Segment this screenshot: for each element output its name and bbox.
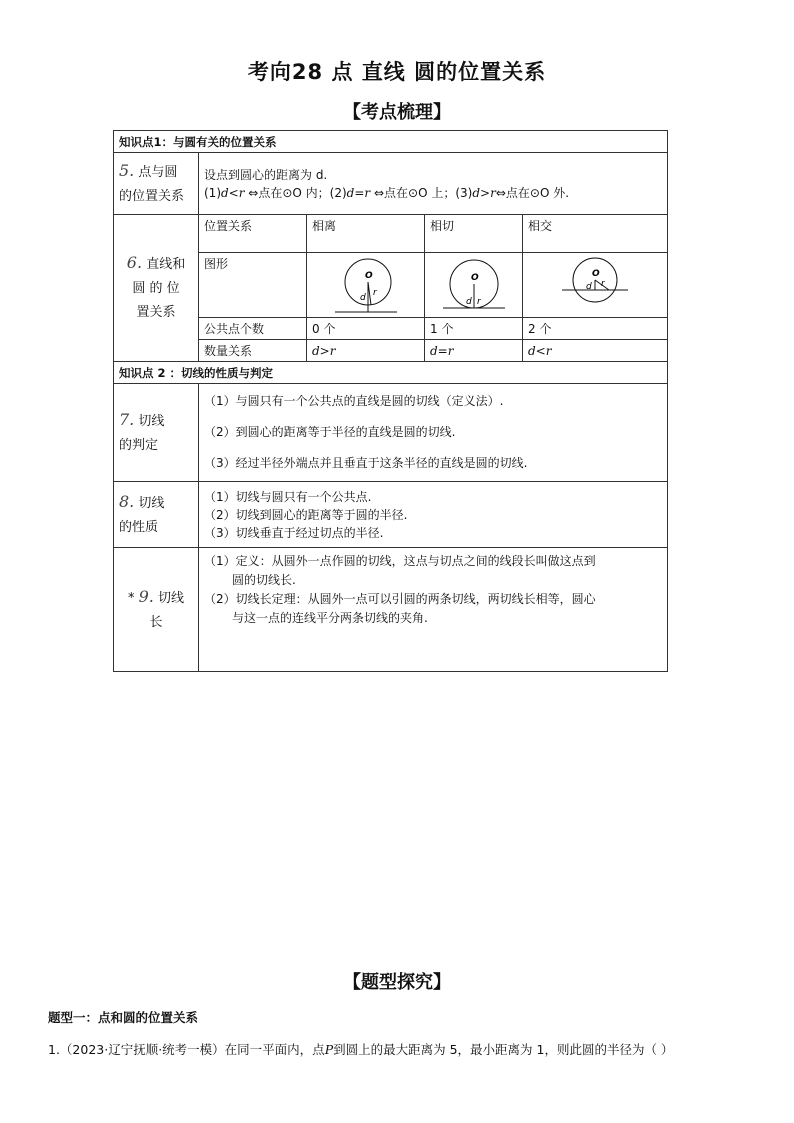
- row7-content: [199, 384, 668, 482]
- figure-intersect: [523, 253, 668, 318]
- knowledge-table: [113, 130, 668, 672]
- row8-item3: （3）切线垂直于经过切点的半径.: [204, 525, 384, 540]
- row9-label-a: 切线: [153, 590, 185, 606]
- row9-item1b: 圆的切线长.: [232, 573, 296, 587]
- kp1-header: 知识点1：与圆有关的位置关系: [114, 131, 668, 153]
- row5-l2b: d<r: [221, 185, 245, 200]
- question-1: [48, 1040, 673, 1058]
- fig1-o: O: [364, 271, 373, 281]
- page-title: 考向28 点 直线 圆的位置关系: [247, 60, 547, 84]
- kp2-header: 知识点 2 ：切线的性质与判定: [114, 362, 668, 384]
- row6-relation-intersect: d<r: [523, 340, 668, 362]
- row6-label: [114, 215, 199, 362]
- fig3-r: r: [601, 279, 605, 289]
- row9-item2a: （2）切线长定理：从圆外一点可以引圆的两条切线，两切线长相等，圆心: [204, 592, 596, 606]
- row8-label-b: 的性质: [119, 519, 159, 535]
- figure-separate-svg: [331, 255, 401, 315]
- row6-number: 6.: [126, 253, 143, 272]
- row5-content: [199, 153, 668, 215]
- section-heading-review: 【考点梳理】: [343, 102, 451, 123]
- figure-tangent-svg: [439, 255, 509, 315]
- row6-count-intersect: 2 个: [523, 318, 668, 340]
- fig3-d: d: [586, 282, 592, 292]
- row7-item1: （1）与圆只有一个公共点的直线是圆的切线（定义法）.: [204, 394, 504, 408]
- row6-relation-label: 数量关系: [199, 340, 307, 362]
- figure-separate: [307, 253, 425, 318]
- row9-item1a: （1）定义：从圆外一点作圆的切线，这点与切点之间的线段长叫做这点到: [204, 554, 596, 568]
- row6-count-label: 公共点个数: [199, 318, 307, 340]
- row8-label: [114, 482, 199, 548]
- fig3-o: O: [592, 269, 600, 279]
- row8-number: 8.: [119, 491, 135, 511]
- question-1-p: P: [324, 1042, 334, 1057]
- row7-item3: （3）经过半径外端点并且垂直于这条半径的直线是圆的切线.: [204, 456, 528, 470]
- row5-l2e: ⇔点在⊙O 上；(3): [370, 185, 473, 200]
- row6-header-separate: 相离: [307, 215, 425, 253]
- row9-label: [114, 548, 199, 672]
- row5-label-a: 点与圆: [134, 164, 178, 180]
- row5-l2d: d=r: [346, 185, 371, 200]
- row9-item2b: 与这一点的连线平分两条切线的夹角.: [232, 611, 428, 625]
- row6-header-intersect: 相交: [523, 215, 668, 253]
- row6-label-c: 置关系: [136, 305, 176, 320]
- question-type-heading: 题型一：点和圆的位置关系: [48, 1010, 199, 1025]
- fig2-r: r: [476, 297, 481, 307]
- fig1-r: r: [372, 288, 377, 298]
- row5-l2c: ⇔点在⊙O 内；(2): [244, 185, 347, 200]
- row6-header-tangent: 相切: [425, 215, 523, 253]
- row6-relation-separate: d>r: [307, 340, 425, 362]
- figure-tangent: [425, 253, 523, 318]
- fig2-d: d: [465, 297, 472, 307]
- row7-item2: （2）到圆心的距离等于半径的直线是圆的切线.: [204, 425, 456, 439]
- row5-l2a: (1): [204, 185, 221, 200]
- fig2-o: O: [470, 273, 479, 283]
- row6-header-position: 位置关系: [199, 215, 307, 253]
- row8-label-a: 切线: [134, 495, 165, 511]
- row6-label-b: 圆 的 位: [132, 281, 180, 296]
- row5-number: 5.: [119, 160, 135, 180]
- row8-item2: （2）切线到圆心的距离等于圆的半径.: [204, 507, 408, 522]
- row9-number: 9.: [138, 586, 154, 606]
- question-1-a: 1.（2023·辽宁抚顺·统考一模）在同一平面内，点: [48, 1042, 325, 1057]
- row8-item1: （1）切线与圆只有一个公共点.: [204, 489, 372, 504]
- row9-star: *: [127, 590, 139, 606]
- row8-content: [199, 482, 668, 548]
- question-1-b: 到圆上的最大距离为 5，最小距离为 1，则此圆的半径为（ ）: [333, 1042, 674, 1057]
- row6-count-tangent: 1 个: [425, 318, 523, 340]
- row7-number: 7.: [119, 409, 135, 429]
- figure-intersect-svg: [560, 255, 630, 315]
- section-heading-practice: 【题型探究】: [343, 972, 451, 993]
- row9-content: [199, 548, 668, 672]
- row9-label-b: 长: [149, 614, 163, 630]
- row5-line2: [204, 184, 662, 202]
- row5-label: [114, 153, 199, 215]
- row7-label-a: 切线: [134, 413, 165, 429]
- row6-relation-tangent: d=r: [425, 340, 523, 362]
- row5-l2g: ⇔点在⊙O 外.: [495, 185, 570, 200]
- row5-l2f: d>r: [472, 185, 496, 200]
- row6-count-separate: 0 个: [307, 318, 425, 340]
- fig1-d: d: [359, 293, 366, 303]
- row7-label-b: 的判定: [119, 437, 159, 453]
- row7-label: [114, 384, 199, 482]
- row6-label-a: 直线和: [142, 257, 186, 272]
- row5-label-b: 的位置关系: [119, 188, 185, 204]
- row6-figure-label: 图形: [199, 253, 307, 318]
- row5-line1: 设点到圆心的距离为 d.: [204, 167, 328, 182]
